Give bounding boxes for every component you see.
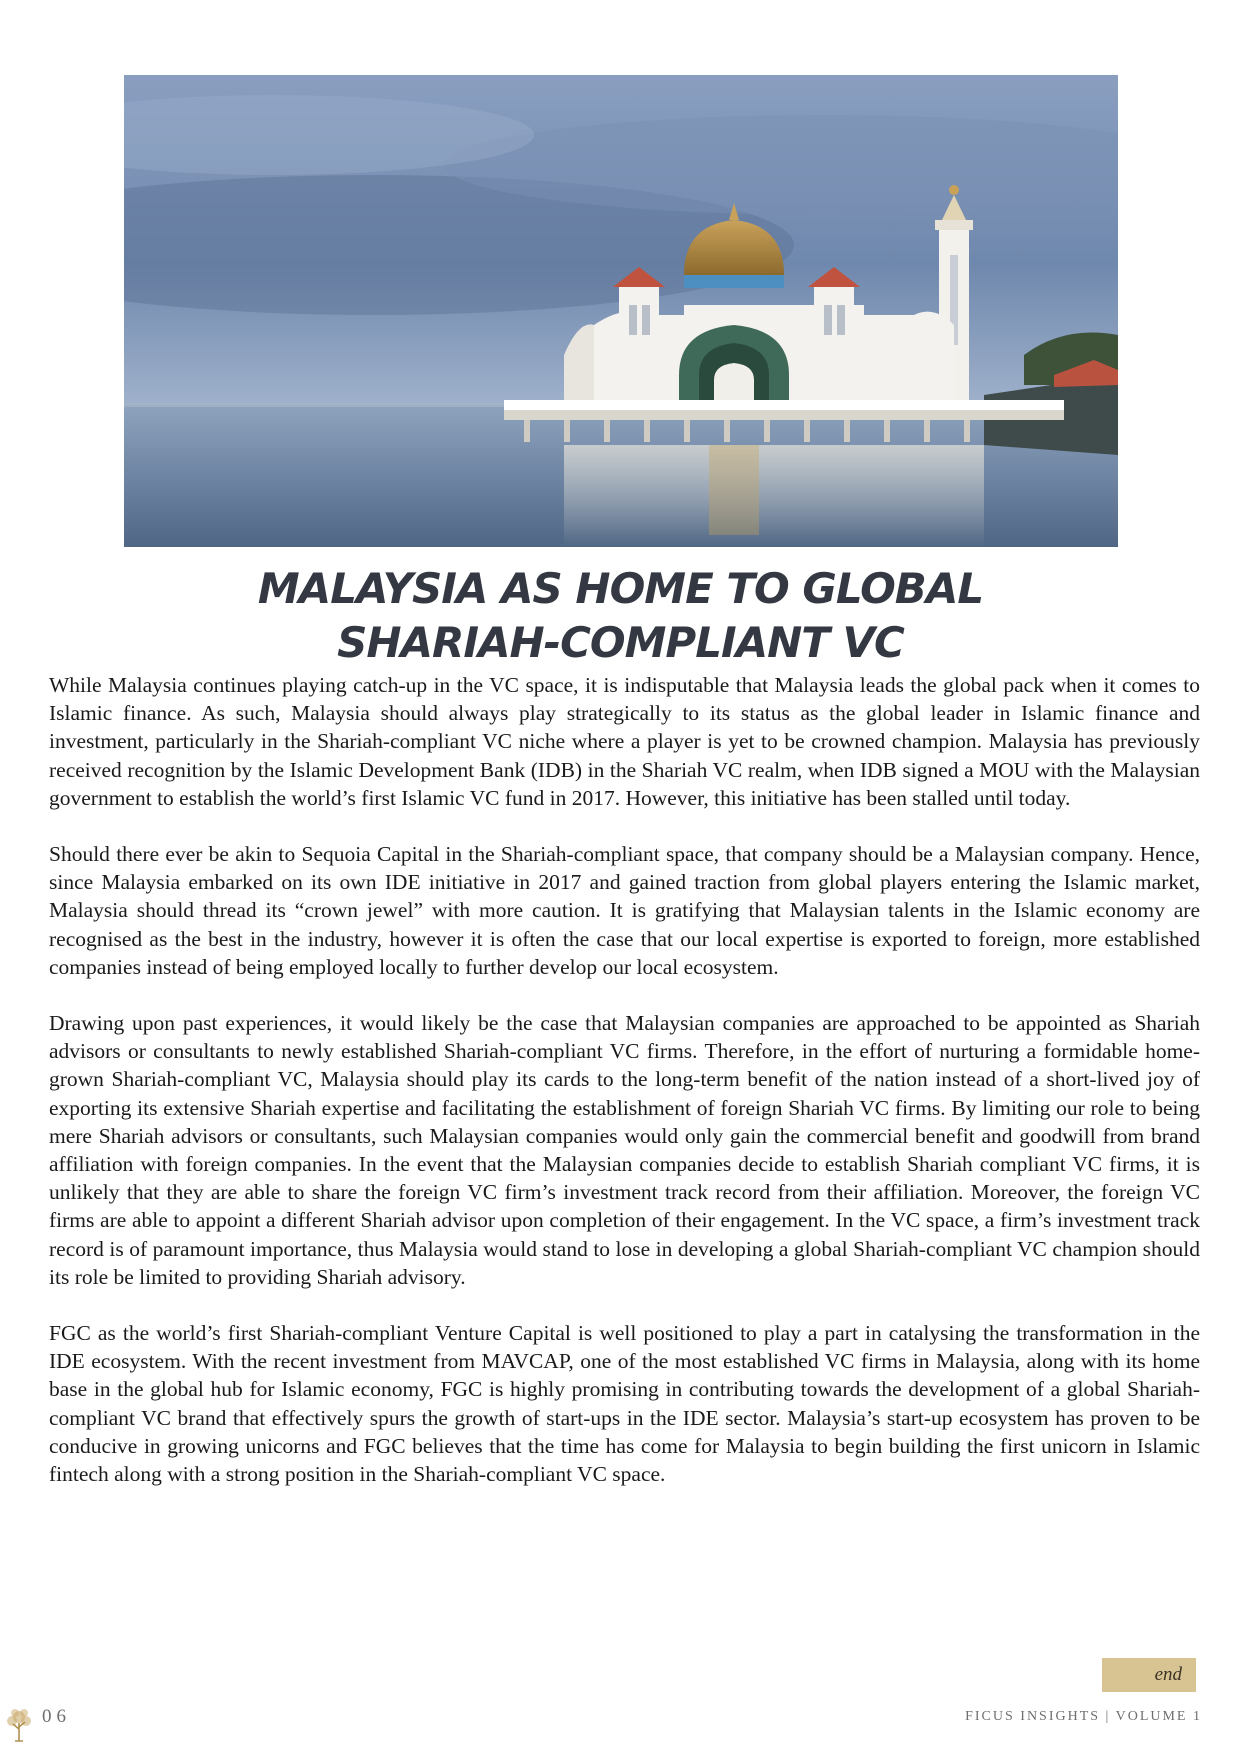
article-title-line-1: MALAYSIA AS HOME TO GLOBAL xyxy=(257,564,984,613)
paragraph-3: Drawing upon past experiences, it would likely be the case that Malaysian companies are approached to be appointed as Shariah advisors or consultants to newly established Shariah-compliant VC firms. Therefore, in the effort of nurturing a formidable home-grown Shariah-compliant VC, Malaysia should play its cards to the long-term benefit of the nation instead of a short-lived joy of exporting its extensive Shariah expertise and facilitating the establishment of foreign Shariah VC firms. By limiting our role to being mere Shariah advisors or consultants, such Malaysian companies would only gain the commercial benefit and goodwill from brand affiliation with foreign companies. In the event that the Malaysian companies decide to establish Shariah compliant VC firms, it is unlikely that they are able to share the foreign VC firm’s investment track record from their affiliation. Moreover, the foreign VC firms are able to appoint a different Shariah advisor upon completion of their engagement. In the VC space, a firm’s investment track record is of paramount importance, thus Malaysia would stand to lose in developing a global Shariah-compliant VC champion should its role be limited to providing Shariah advisory. xyxy=(49,1011,1200,1289)
article-body xyxy=(49,671,1200,1516)
paragraph-2: Should there ever be akin to Sequoia Capital in the Shariah-compliant space, that company should be a Malaysian company. Hence, since Malaysia embarked on its own IDE initiative in 2017 and gained traction from global players entering the Islamic market, Malaysia should thread its “crown jewel” with more caution. It is gratifying that Malaysian talents in the Islamic economy are recognised as the best in the industry, however it is often the case that our local expertise is exported to foreign, more established companies instead of being employed locally to further develop our local ecosystem. xyxy=(49,842,1200,979)
end-marker: end xyxy=(1102,1658,1196,1692)
hero-photo-mosque xyxy=(124,75,1118,547)
mosque-photo xyxy=(124,75,1118,547)
article-title-line-2: SHARIAH-COMPLIANT VC xyxy=(337,618,904,667)
paragraph-1: While Malaysia continues playing catch-up in the VC space, it is indisputable that Malaysia leads the global pack when it comes to Islamic finance. As such, Malaysia should always play strategically to its status as the global leader in Islamic finance and investment, particularly in the Shariah-compliant VC niche where a player is yet to be crowned champion. Malaysia has previously received recognition by the Islamic Development Bank (IDB) in the Shariah VC realm, when IDB signed a MOU with the Malaysian government to establish the world’s first Islamic VC fund in 2017. However, this initiative has been stalled until today. xyxy=(49,673,1200,810)
publication-label: FICUS INSIGHTS | VOLUME 1 xyxy=(965,1709,1202,1724)
paragraph-4: FGC as the world’s first Shariah-compliant Venture Capital is well positioned to play a part in catalysing the transformation in the IDE ecosystem. With the recent investment from MAVCAP, one of the most established VC firms in Malaysia, along with its home base in the global hub for Islamic economy, FGC is highly promising in contributing towards the development of a global Shariah-compliant VC brand that effectively spurs the growth of start-ups in the IDE sector. Malaysia’s start-up ecosystem has proven to be conducive in growing unicorns and FGC believes that the time has come for Malaysia to begin building the first unicorn in Islamic fintech along with a strong position in the Shariah-compliant VC space. xyxy=(49,1321,1200,1487)
article-title xyxy=(60,562,1181,670)
page-number: 06 xyxy=(42,1706,71,1727)
tree-icon xyxy=(4,1705,34,1745)
